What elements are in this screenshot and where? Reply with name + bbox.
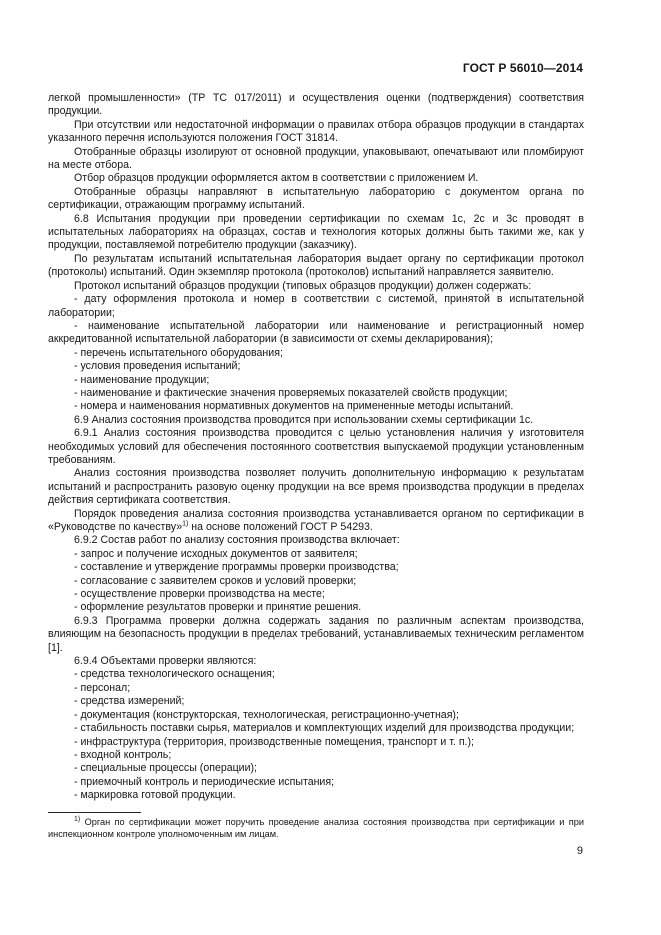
paragraph-text: Отбор образцов продукции оформляется актом в соответствии с приложением И. xyxy=(74,172,479,185)
paragraph xyxy=(48,119,584,146)
paragraph xyxy=(48,615,584,655)
paragraph-text: Протокол испытаний образцов продукции (типовых образцов продукции) должен содержать: xyxy=(74,279,532,292)
paragraph xyxy=(48,213,584,253)
paragraph-text: - составление и утверждение программы проверки производства; xyxy=(74,561,399,574)
paragraph xyxy=(48,172,584,185)
paragraph-text: 6.9.2 Состав работ по анализу состояния производства включает: xyxy=(74,534,400,547)
paragraph-text: 6.9 Анализ состояния производства проводится при использовании схемы сертификации 1с. xyxy=(74,413,534,426)
paragraph xyxy=(48,682,584,695)
paragraph-text: Отобранные образцы направляют в испытательную лабораторию с документом органа по сертификации, отражающим программу испытаний. xyxy=(48,185,584,212)
paragraph-text: - специальные процессы (операции); xyxy=(74,762,257,775)
paragraph-text: - дату оформления протокола и номер в соответствии с системой, принятой в испытательной лаборатории; xyxy=(48,293,584,319)
paragraph xyxy=(48,655,584,668)
paragraph xyxy=(48,320,584,347)
paragraph xyxy=(48,722,584,735)
paragraph xyxy=(48,427,584,467)
paragraph-text: - оформление результатов проверки и принятие решения. xyxy=(74,601,362,614)
paragraph-text: - условия проведения испытаний; xyxy=(74,360,241,373)
paragraph xyxy=(48,709,584,722)
paragraph xyxy=(48,588,584,601)
paragraph xyxy=(48,92,584,119)
paragraph-text: - средства измерений; xyxy=(74,695,185,708)
paragraph-text: 6.8 Испытания продукции при проведении сертификации по схемам 1с, 2с и 3с проводят в испытательных лабораториях на образцах, состав и технология которых должны быть такими же, как у продукции, поставляемой потребителю продукции (заказчику). xyxy=(48,212,584,252)
paragraph xyxy=(48,534,584,547)
paragraph xyxy=(48,280,584,293)
paragraph-text: - инфраструктура (территория, производственные помещения, транспорт и т. п.); xyxy=(74,735,474,748)
paragraph-text: легкой промышленности» (ТР ТС 017/2011) и осуществления оценки (подтверждения) соответствия продукции. xyxy=(48,92,584,118)
paragraph-text: - номера и наименования нормативных документов на примененные методы испытаний. xyxy=(74,400,514,413)
paragraph-text: По результатам испытаний испытательная лаборатория выдает органу по сертификации протокол (протоколы) испытаний. Один экземпляр протокола (протоколов) испытаний направляется заявителю. xyxy=(48,252,584,279)
paragraph xyxy=(48,749,584,762)
paragraph xyxy=(48,508,584,535)
paragraph xyxy=(48,736,584,749)
footnote-mark: 1) xyxy=(74,815,81,823)
paragraph xyxy=(48,789,584,802)
paragraph xyxy=(48,360,584,373)
footnote xyxy=(48,816,584,840)
paragraph xyxy=(48,374,584,387)
paragraph-text: - персонал; xyxy=(74,681,131,694)
paragraph-text: Отобранные образцы изолируют от основной продукции, упаковывают, опечатывают или пломбируют на месте отбора. xyxy=(48,145,584,172)
paragraph-text: - маркировка готовой продукции. xyxy=(74,789,236,802)
paragraph-text: 6.9.4 Объектами проверки являются: xyxy=(74,655,257,668)
document-body xyxy=(48,92,584,803)
footnote-text: Орган по сертификации может поручить проведение анализа состояния производства при сертификации и при инспекционном контроле уполномоченным им лицам. xyxy=(48,817,584,839)
paragraph xyxy=(48,414,584,427)
paragraph-text: - наименование и фактические значения проверяемых показателей свойств продукции; xyxy=(74,386,508,399)
paragraph xyxy=(48,668,584,681)
document-header: ГОСТ Р 56010—2014 xyxy=(462,61,583,75)
paragraph xyxy=(48,695,584,708)
paragraph-text: - согласование с заявителем сроков и условий проверки; xyxy=(74,574,357,587)
paragraph-text: Порядок проведения анализа состояния производства устанавливается органом по сертификации в «Руководстве по качеству» xyxy=(48,507,584,533)
paragraph xyxy=(48,561,584,574)
paragraph xyxy=(48,601,584,614)
paragraph xyxy=(48,400,584,413)
paragraph xyxy=(48,293,584,320)
paragraph-text: - приемочный контроль и периодические испытания; xyxy=(74,775,335,788)
paragraph xyxy=(48,467,584,507)
paragraph xyxy=(48,387,584,400)
footnote-divider xyxy=(48,812,141,813)
paragraph-text: - документация (конструкторская, технологическая, регистрационно-учетная); xyxy=(74,708,459,721)
paragraph xyxy=(48,186,584,213)
paragraph xyxy=(48,575,584,588)
paragraph-text: - входной контроль; xyxy=(74,748,172,761)
paragraph xyxy=(48,253,584,280)
paragraph xyxy=(48,776,584,789)
paragraph xyxy=(48,548,584,561)
paragraph xyxy=(48,347,584,360)
paragraph xyxy=(48,146,584,173)
footnote-reference: 1) xyxy=(182,520,189,528)
paragraph-text: - средства технологического оснащения; xyxy=(74,668,275,681)
paragraph-text: - стабильность поставки сырья, материалов и комплектующих изделий для производства продукции; xyxy=(74,722,575,735)
paragraph-text: - осуществление проверки производства на месте; xyxy=(74,588,325,601)
paragraph-text-continued: на основе положений ГОСТ Р 54293. xyxy=(188,521,373,533)
page-number: 9 xyxy=(576,845,583,857)
paragraph-text: - наименование испытательной лаборатории или наименование и регистрационный номер аккредитованной испытательной лаборатории (в зависимости от схемы декларирования); xyxy=(48,319,584,346)
paragraph-text: При отсутствии или недостаточной информации о правилах отбора образцов продукции в стандартах указанного перечня используются положения ГОСТ 31814. xyxy=(48,118,584,145)
paragraph-text: 6.9.3 Программа проверки должна содержать задания по различным аспектам производства, влияющим на безопасность продукции в пределах требований, устанавливаемых техническим регламентом [1]. xyxy=(48,614,584,654)
paragraph-text: - запрос и получение исходных документов от заявителя; xyxy=(74,547,358,560)
paragraph-text: - перечень испытательного оборудования; xyxy=(74,346,283,359)
paragraph-text: Анализ состояния производства позволяет получить дополнительную информацию к результатам испытаний и распространить разовую оценку продукции на все время производства продукции в пределах действия сертификата соответствия. xyxy=(48,467,584,507)
paragraph xyxy=(48,762,584,775)
paragraph-text: 6.9.1 Анализ состояния производства проводится с целью установления наличия у изготовителя необходимых условий для обеспечения постоянного соответствия выпускаемой продукции установленным требованиям. xyxy=(48,427,584,466)
paragraph-text: - наименование продукции; xyxy=(74,373,210,386)
